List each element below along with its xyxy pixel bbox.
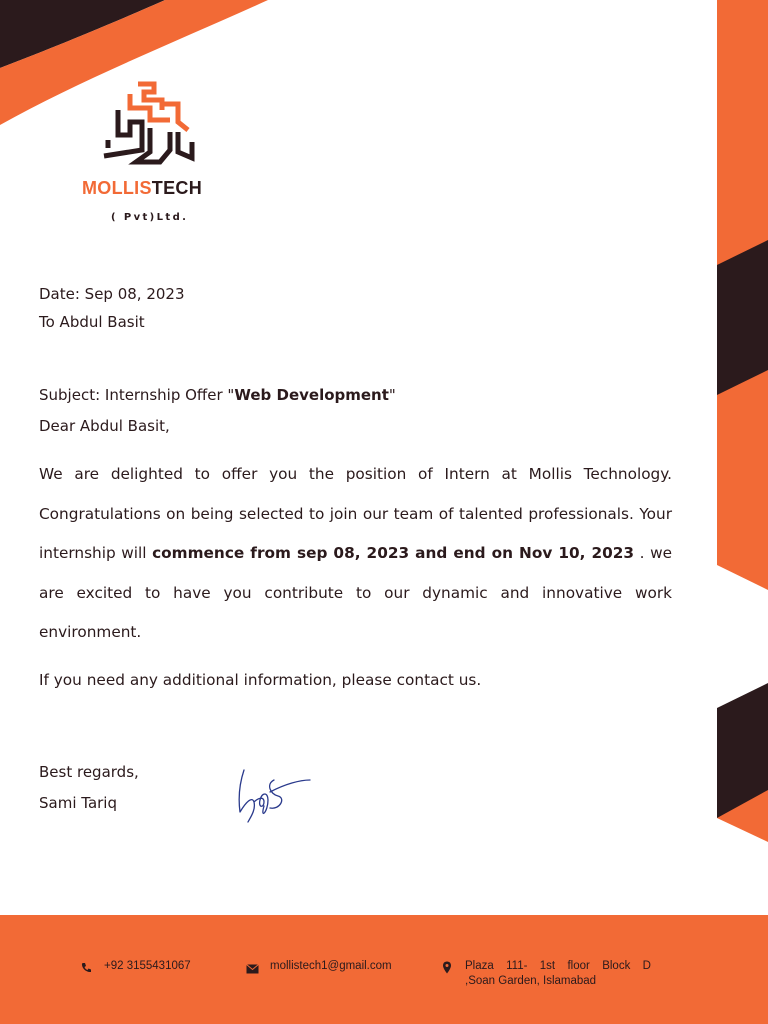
contact-note: If you need any additional information, please contact us. [39, 671, 482, 689]
footer-address: Plaza 111- 1st floor Block D ,Soan Garden, Islamabad [465, 960, 651, 987]
right-dark-chevron [717, 240, 768, 395]
letter-closing: Best regards, [39, 763, 139, 781]
footer-email: mollistech1@gmail.com [270, 960, 392, 972]
handwritten-signature [230, 762, 320, 827]
letter-body: We are delighted to offer you the position of Intern at Mollis Technology. Congratulations on being selected to join our team of talented professionals. Your internship will commence from sep 08, 2023 and end on Nov 10, 2023 . we are excited to have you contribute to our dynamic and innovative work environment. [39, 465, 672, 641]
footer-bar [0, 915, 768, 1024]
letter-salutation: Dear Abdul Basit, [39, 417, 170, 435]
mail-icon [246, 964, 259, 974]
phone-icon [80, 962, 92, 974]
letter-recipient: To Abdul Basit [39, 313, 145, 331]
location-pin-icon [442, 961, 452, 974]
company-logo [100, 80, 200, 170]
footer-phone: +92 3155431067 [104, 960, 191, 972]
letter-date: Date: Sep 08, 2023 [39, 285, 185, 303]
company-name: MOLLISTECH [82, 178, 202, 198]
letter-signer: Sami Tariq [39, 794, 117, 812]
company-subtitle: ( Pvt)Ltd. [111, 212, 189, 223]
letter-subject: Subject: Internship Offer "Web Development" [39, 386, 396, 404]
